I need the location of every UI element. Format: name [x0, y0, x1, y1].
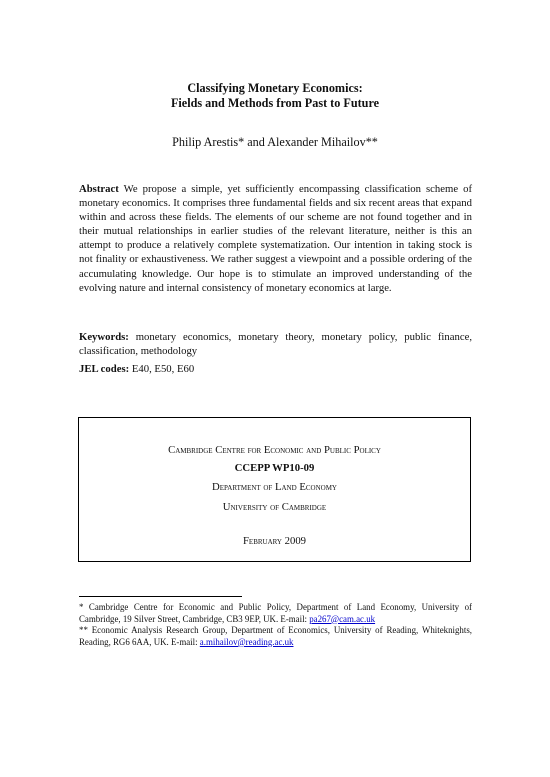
authors: Philip Arestis* and Alexander Mihailov** [172, 135, 378, 149]
footnote-divider [79, 596, 242, 597]
jel-text: E40, E50, E60 [131, 363, 195, 375]
abstract-text: We propose a simple, yet sufficiently encompassing classification scheme of monetary economics. It comprises three fundamental fields and six recent areas that expand within and across these fields. The elements of our scheme are not found together and in their mutual relationships in earlier studies of the relevant literature, neither is this an attempt to produce a relatively complete systematization. Our intention in taking stock is not finality or exhaustiveness. We rather suggest a viewpoint and a possible ordering of the accumulating knowledge. Our hope is to stimulate an improved understanding of the evolving nature and internal consistency of monetary economics at large. [79, 183, 472, 294]
jel-codes [79, 362, 472, 376]
footnote-2-email-link[interactable]: a.mihailov@reading.ac.uk [199, 636, 294, 647]
publication-date: February 2009 [242, 535, 307, 547]
footnote-1-text: * Cambridge Centre for Economic and Public Policy, Department of Land Economy, University of Cambridge, 19 Silver Street, Cambridge, CB3 9EP, UK. E-mail: [79, 602, 472, 624]
department-name: Department of Land Economy [212, 481, 337, 493]
footnote-1 [79, 602, 472, 625]
footnotes [79, 602, 472, 648]
title-line-2: Fields and Methods from Past to Future [170, 96, 380, 110]
abstract [79, 182, 472, 295]
jel-label: JEL codes: [79, 363, 130, 375]
footnote-2-text: ** Economic Analysis Research Group, Department of Economics, University of Reading, Whiteknights, Reading, RG6 6AA, UK. E-mail: [79, 625, 472, 647]
university-name: University of Cambridge [222, 501, 327, 513]
paper-code: CCEPP WP10-09 [234, 462, 315, 474]
keywords-label: Keywords: [79, 331, 129, 343]
centre-name: Cambridge Centre for Economic and Public Policy [168, 444, 381, 456]
abstract-label: Abstract [79, 183, 119, 195]
title-line-1: Classifying Monetary Economics: [187, 81, 363, 95]
paper-title [0, 81, 550, 111]
footnote-1-email-link[interactable]: pa267@cam.ac.uk [309, 613, 376, 624]
keywords-text: monetary economics, monetary theory, monetary policy, public finance, classification, methodology [79, 331, 472, 358]
keywords [79, 330, 472, 358]
footnote-2 [79, 625, 472, 648]
working-paper-box [78, 417, 471, 562]
